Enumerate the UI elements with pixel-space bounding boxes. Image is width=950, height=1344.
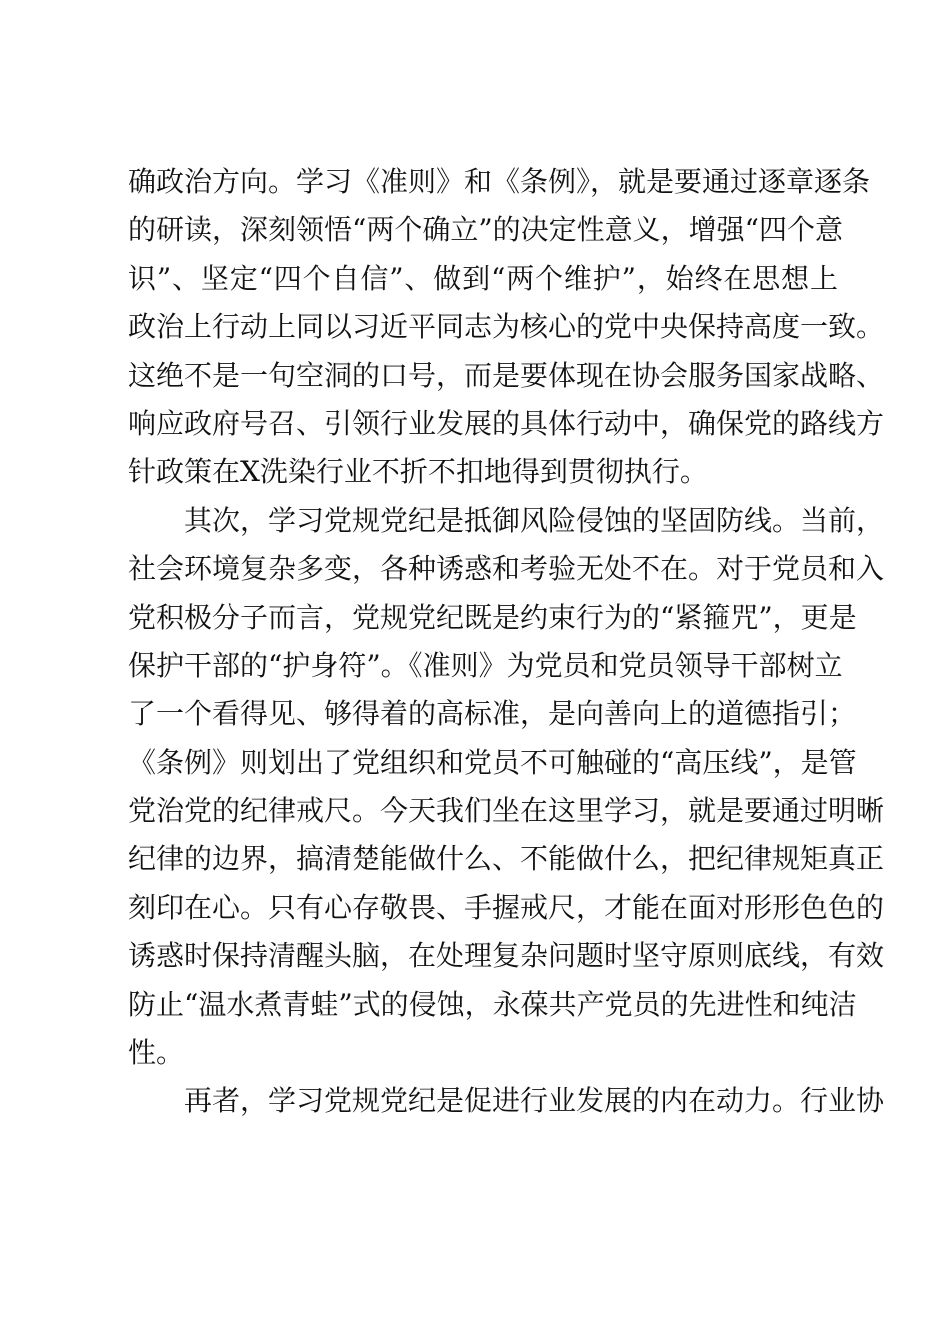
text-line: 了一个看得见、够得着的高标准，是向善向上的道德指引； [128,697,857,731]
document-body [128,158,885,1126]
paragraph-defense-line [128,497,885,1078]
text-line: 防止“温水煮青蛙”式的侵蚀，永葆共产党员的先进性和纯洁 [128,987,857,1021]
text-line-indented: 再者，学习党规党纪是促进行业发展的内在动力。行业协 [184,1084,885,1118]
text-line: 针政策在X洗染行业不折不扣地得到贯彻执行。 [128,455,708,489]
text-line: 识”、坚定“四个自信”、做到“两个维护”，始终在思想上 [128,261,838,295]
paragraph-political-direction [128,158,885,497]
text-line: 诱惑时保持清醒头脑，在处理复杂问题时坚守原则底线，有效 [128,939,885,973]
text-line: 的研读，深刻领悟“两个确立”的决定性意义，增强“四个意 [128,213,843,247]
text-line: 响应政府号召、引领行业发展的具体行动中，确保党的路线方 [128,406,885,440]
paragraph-industry-development [128,1077,885,1125]
text-line: 政治上行动上同以习近平同志为核心的党中央保持高度一致。 [128,310,885,344]
text-line: 刻印在心。只有心存敬畏、手握戒尺，才能在面对形形色色的 [128,890,885,924]
text-line: 《条例》则划出了党组织和党员不可触碰的“高压线”，是管 [128,745,857,779]
text-line: 纪律的边界，搞清楚能做什么、不能做什么，把纪律规矩真正 [128,842,885,876]
text-line: 这绝不是一句空洞的口号，而是要体现在协会服务国家战略、 [128,358,885,392]
text-line-indented: 其次，学习党规党纪是抵御风险侵蚀的坚固防线。当前， [184,503,885,537]
text-line: 性。 [128,1036,185,1070]
text-line: 确政治方向。学习《准则》和《条例》，就是要通过逐章逐条 [128,165,871,198]
text-line: 党治党的纪律戒尺。今天我们坐在这里学习，就是要通过明晰 [128,794,885,828]
text-line: 社会环境复杂多变，各种诱惑和考验无处不在。对于党员和入 [128,552,885,586]
text-line: 党积极分子而言，党规党纪既是约束行为的“紧箍咒”，更是 [128,600,857,634]
text-line: 保护干部的“护身符”。《准则》为党员和党员领导干部树立 [128,648,843,682]
